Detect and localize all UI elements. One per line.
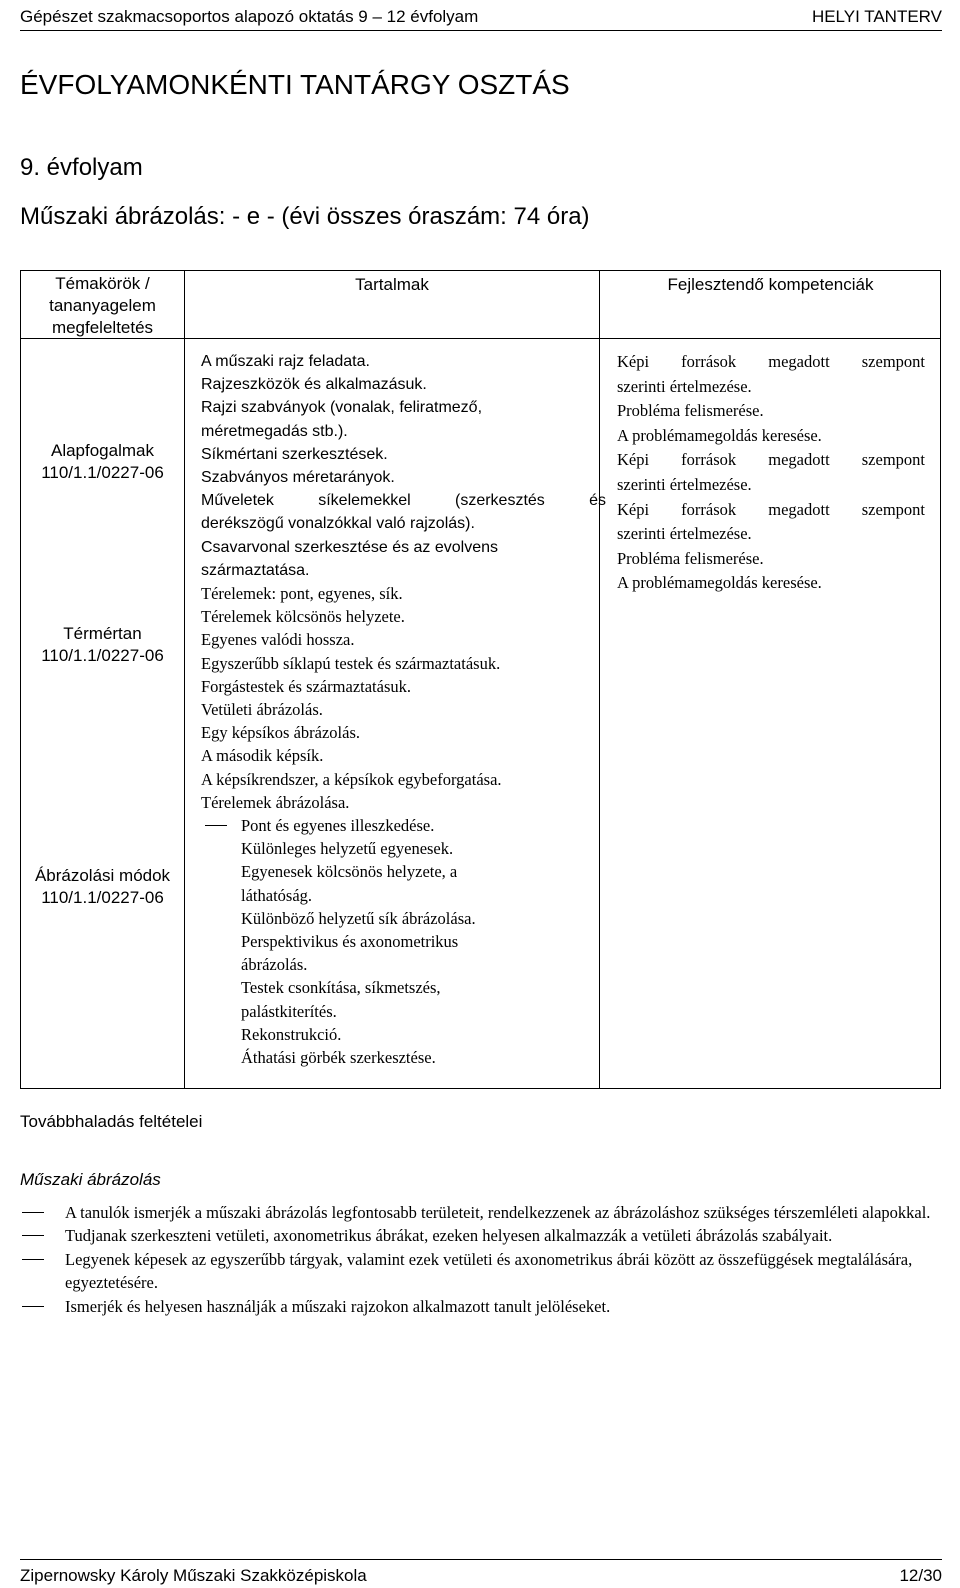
content-line: Térelemek kölcsönös helyzete. bbox=[201, 607, 405, 627]
content-line: Csavarvonal szerkesztése és az evolvens bbox=[201, 538, 499, 556]
header-topics: Témakörök / tananyagelem megfeleltetés bbox=[49, 274, 156, 337]
content-line: származtatása. bbox=[201, 561, 310, 579]
topic-cell bbox=[21, 440, 184, 484]
competency-line: Képi források megadott szempont bbox=[617, 499, 925, 519]
progression-heading: Továbbhaladás feltételei bbox=[20, 1112, 203, 1131]
content-line: Rekonstrukció. bbox=[241, 1024, 342, 1044]
content-line: Forgástestek és származtatásuk. bbox=[201, 676, 412, 696]
content-line: Térelemek: pont, egyenes, sík. bbox=[201, 584, 403, 604]
page-number: 12/30 bbox=[899, 1566, 942, 1585]
page-footer bbox=[20, 1559, 942, 1585]
content-line: Szabványos méretarányok. bbox=[201, 469, 395, 487]
curriculum-table bbox=[20, 270, 941, 1089]
content-line: Perspektivikus és axonometrikus bbox=[241, 932, 459, 952]
grade-heading: 9. évfolyam bbox=[20, 154, 143, 181]
content-line: méretmegadás stb.). bbox=[201, 422, 348, 440]
content-column bbox=[201, 350, 606, 1069]
content-line: Egy képsíkos ábrázolás. bbox=[201, 723, 360, 743]
content-line: Síkmértani szerkesztések. bbox=[201, 445, 388, 463]
topic-code: 110/1.1/0227-06 bbox=[41, 888, 164, 907]
document-title: ÉVFOLYAMONKÉNTI TANTÁRGY OSZTÁS bbox=[20, 69, 570, 100]
header-right: HELYI TANTERV bbox=[811, 7, 942, 26]
footer-school: Zipernowsky Károly Műszaki Szakközépiskola bbox=[20, 1566, 367, 1585]
content-line: palástkiterítés. bbox=[241, 1001, 337, 1021]
content-line: Egyszerűbb síklapú testek és származtatásuk. bbox=[201, 653, 501, 673]
competency-line: Képi források megadott szempont bbox=[617, 450, 925, 470]
content-line: A műszaki rajz feladata. bbox=[201, 353, 370, 370]
content-line: A második képsík. bbox=[201, 746, 324, 766]
content-line: Rajzi szabványok (vonalak, feliratmező, bbox=[201, 399, 483, 417]
header-content: Tartalmak bbox=[355, 275, 429, 294]
content-line: Műveletek síkelemekkel (szerkesztés és bbox=[201, 492, 606, 510]
content-line: Egyenes valódi hossza. bbox=[201, 630, 355, 650]
header-left: Gépészet szakmacsoportos alapozó oktatás 9 – 12 évfolyam bbox=[20, 7, 479, 26]
content-bullet-line: Pont és egyenes illeszkedése. bbox=[201, 814, 606, 837]
competency-line: szerinti értelmezése. bbox=[617, 474, 752, 494]
topic-cell bbox=[21, 865, 184, 909]
content-line: Egyenesek kölcsönös helyzete, a bbox=[241, 862, 458, 882]
content-line: Térelemek ábrázolása. bbox=[201, 792, 350, 812]
topic-name: Alapfogalmak bbox=[50, 441, 154, 460]
topic-name: Térmértan bbox=[63, 624, 142, 643]
list-item: Legyenek képesek az egyszerűbb tárgyak, valamint ezek vetületi és axonometrikus ábrái között az összefüggések megtalálására, egyeztetésére. bbox=[20, 1248, 942, 1295]
competency-line: Probléma felismerése. bbox=[617, 401, 764, 421]
header-competencies: Fejlesztendő kompetenciák bbox=[667, 275, 874, 294]
competency-line: A problémamegoldás keresése. bbox=[617, 573, 822, 593]
competency-line: szerinti értelmezése. bbox=[617, 376, 752, 396]
competency-line: szerinti értelmezése. bbox=[617, 524, 752, 544]
list-item: A tanulók ismerjék a műszaki ábrázolás legfontosabb területeit, rendelkezzenek az ábrázoláshoz szükséges térszemléleti alapokkal. bbox=[20, 1201, 942, 1224]
column-divider bbox=[184, 271, 185, 1088]
topic-code: 110/1.1/0227-06 bbox=[41, 646, 164, 665]
list-item: Tudjanak szerkeszteni vetületi, axonometrikus ábrákat, ezeken helyesen alkalmazzák a vetületi ábrázolás szabályait. bbox=[20, 1224, 942, 1247]
content-line: ábrázolás. bbox=[241, 955, 308, 975]
content-line: Rajzeszközök és alkalmazásuk. bbox=[201, 376, 427, 394]
competency-line: Képi források megadott szempont bbox=[617, 352, 925, 371]
content-line: Különleges helyzetű egyenesek. bbox=[241, 839, 454, 859]
content-line: Különböző helyzetű sík ábrázolása. bbox=[241, 908, 476, 928]
topic-name: Ábrázolási módok bbox=[34, 866, 171, 885]
content-line: derékszögű vonalzókkal való rajzolás). bbox=[201, 515, 475, 533]
competency-line: A problémamegoldás keresése. bbox=[617, 425, 822, 445]
topic-code: 110/1.1/0227-06 bbox=[41, 463, 164, 482]
content-line: Testek csonkítása, síkmetszés, bbox=[241, 978, 441, 998]
progression-list bbox=[20, 1201, 942, 1318]
competency-line: Probléma felismerése. bbox=[617, 548, 764, 568]
content-line: Áthatási görbék szerkesztése. bbox=[241, 1048, 436, 1068]
subject-heading: Műszaki ábrázolás: - e - (évi összes óraszám: 74 óra) bbox=[20, 203, 590, 230]
page-header bbox=[20, 4, 942, 31]
topic-cell bbox=[21, 623, 184, 667]
content-line: láthatóság. bbox=[241, 885, 313, 905]
list-item: Ismerjék és helyesen használják a műszaki rajzokon alkalmazott tanult jelöléseket. bbox=[20, 1295, 942, 1318]
content-line: Vetületi ábrázolás. bbox=[201, 700, 323, 720]
progression-subheading: Műszaki ábrázolás bbox=[20, 1170, 161, 1189]
content-line: A képsíkrendszer, a képsíkok egybeforgatása. bbox=[201, 769, 502, 789]
competency-column bbox=[617, 350, 925, 596]
